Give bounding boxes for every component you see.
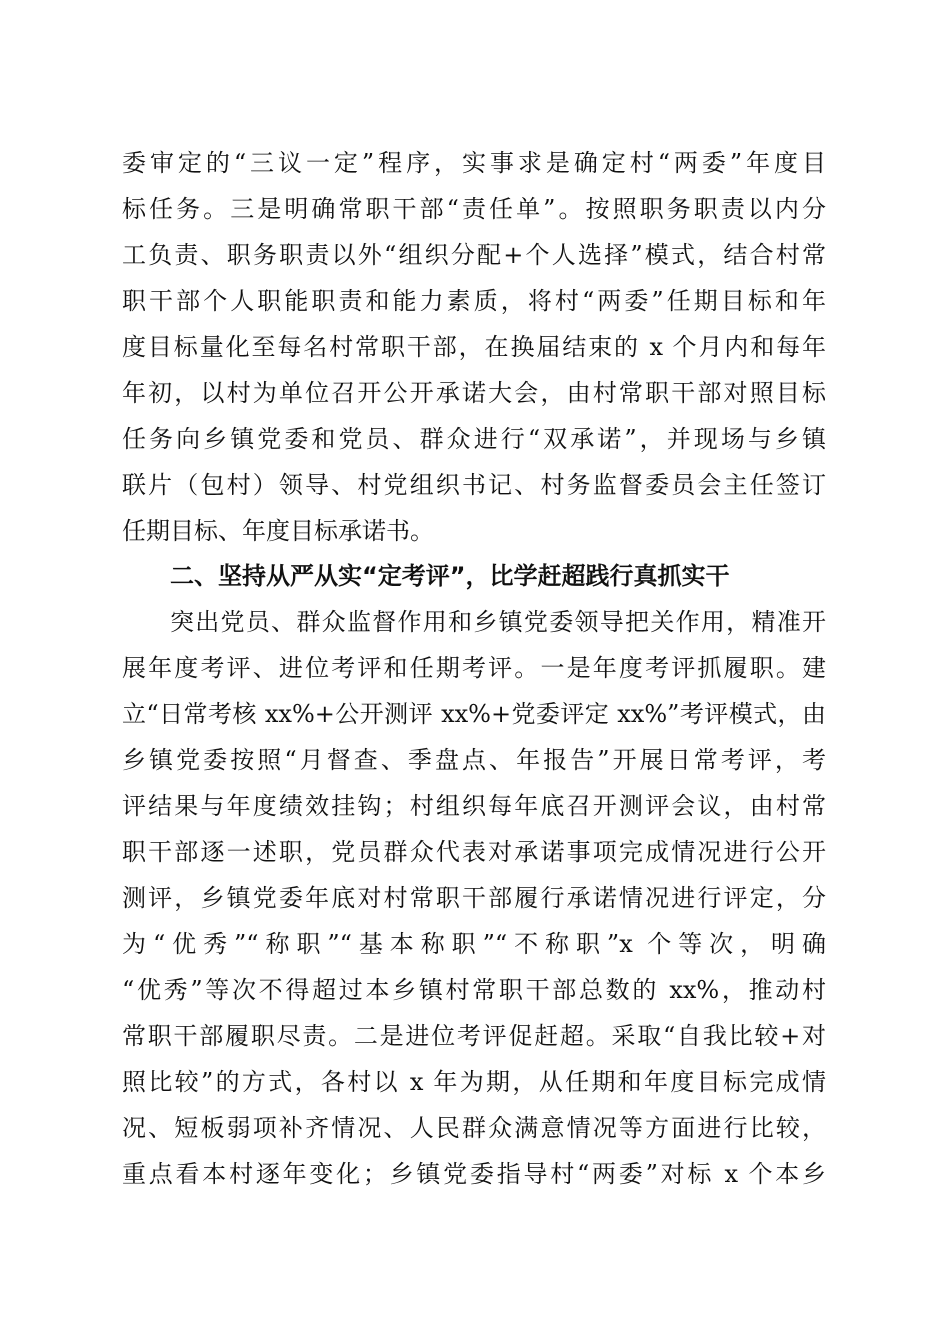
paragraph-line: 突出党员、群众监督作用和乡镇党委领导把关作用，精准开 <box>170 608 826 636</box>
paragraph-line: 职干部逐一述职，党员群众代表对承诺事项完成情况进行公开 <box>122 838 826 866</box>
paragraph-line: 任务向乡镇党委和党员、群众进行“双承诺”，并现场与乡镇 <box>122 425 826 453</box>
paragraph-line: 照比较”的方式，各村以 x 年为期，从任期和年度目标完成情 <box>122 1068 826 1096</box>
paragraph-line: 工负责、职务职责以外“组织分配+个人选择”模式，结合村常 <box>122 241 826 269</box>
paragraph-line: 评结果与年度绩效挂钩；村组织每年底召开测评会议，由村常 <box>122 792 826 820</box>
paragraph-line: 立“日常考核 xx%+公开测评 xx%+党委评定 xx%”考评模式，由 <box>122 700 826 728</box>
paragraph-line: 测评，乡镇党委年底对村常职干部履行承诺情况进行评定，分 <box>122 884 826 912</box>
paragraph-line: 乡镇党委按照“月督查、季盘点、年报告”开展日常考评，考 <box>122 746 826 774</box>
paragraph-line: 年初，以村为单位召开公开承诺大会，由村常职干部对照目标 <box>122 379 826 407</box>
paragraph-line: 职干部个人职能职责和能力素质，将村“两委”任期目标和年 <box>122 287 826 315</box>
paragraph-line: “优秀”等次不得超过本乡镇村常职干部总数的 xx%，推动村 <box>122 976 826 1004</box>
paragraph-line: 委审定的“三议一定”程序，实事求是确定村“两委”年度目 <box>122 149 826 177</box>
paragraph-line: 况、短板弱项补齐情况、人民群众满意情况等方面进行比较， <box>122 1114 826 1142</box>
paragraph-line: 为“优秀”“称职”“基本称职”“不称职”x 个等次，明确 <box>122 930 826 958</box>
section-heading: 二、坚持从严从实“定考评”，比学赶超践行真抓实干 <box>170 562 730 590</box>
paragraph-line: 重点看本村逐年变化；乡镇党委指导村“两委”对标 x 个本乡 <box>122 1160 826 1188</box>
paragraph-line: 标任务。三是明确常职干部“责任单”。按照职务职责以内分 <box>122 195 826 223</box>
paragraph-line: 展年度考评、进位考评和任期考评。一是年度考评抓履职。建 <box>122 654 826 682</box>
paragraph-line: 联片（包村）领导、村党组织书记、村务监督委员会主任签订 <box>122 471 826 499</box>
paragraph-line: 常职干部履职尽责。二是进位考评促赶超。采取“自我比较+对 <box>122 1022 826 1050</box>
paragraph-line: 度目标量化至每名村常职干部，在换届结束的 x 个月内和每年 <box>122 333 826 361</box>
paragraph-line: 任期目标、年度目标承诺书。 <box>122 517 434 545</box>
